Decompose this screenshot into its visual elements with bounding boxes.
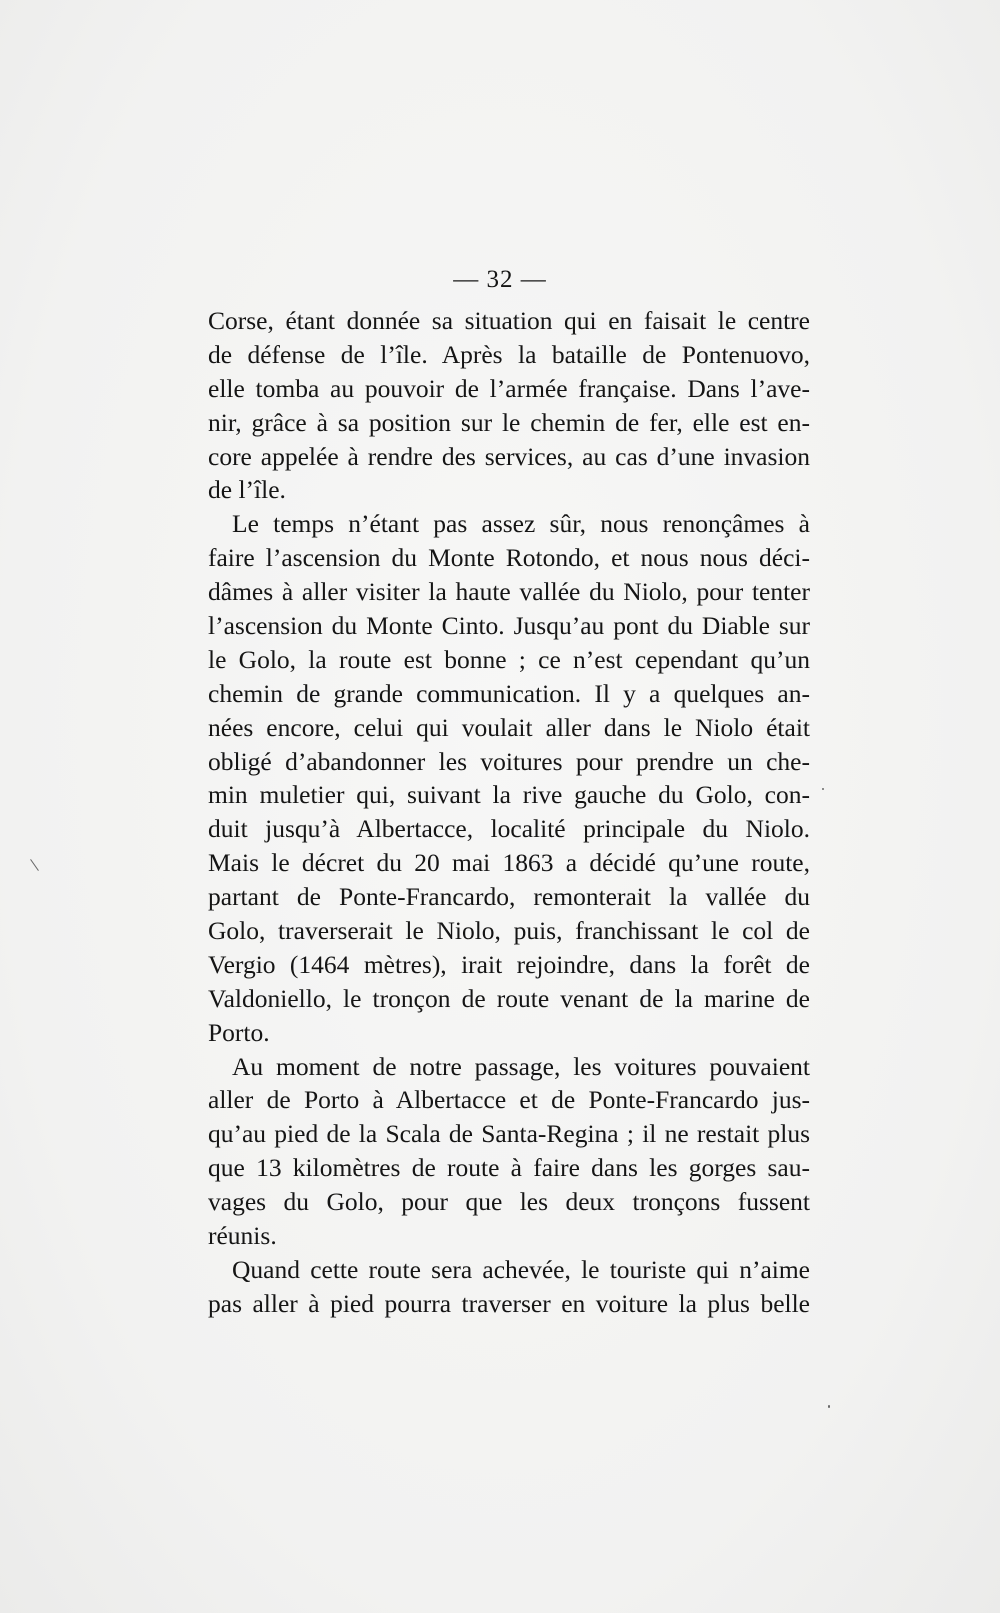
text-line: Vergio (1464 mètres), irait rejoindre, dans la forêt de — [208, 949, 810, 979]
text-line: Porto. — [208, 1017, 270, 1047]
page-number: — 32 — — [453, 266, 547, 293]
text-line: vages du Golo, pour que les deux tronçons fussent — [208, 1187, 810, 1217]
text-line: core appelée à rendre des services, au cas d’une invasion — [208, 441, 810, 471]
paper-speck — [822, 788, 824, 790]
paper-speck — [828, 1405, 830, 1408]
text-line: Au moment de notre passage, les voitures pouvaient — [232, 1051, 810, 1081]
paper-speck — [30, 859, 39, 871]
text-line: nées encore, celui qui voulait aller dans le Niolo était — [208, 712, 810, 742]
text-line: l’ascension du Monte Cinto. Jusqu’au pont du Diable sur — [208, 611, 810, 641]
text-line: réunis. — [208, 1221, 277, 1251]
text-line: Mais le décret du 20 mai 1863 a décidé qu’une route, — [208, 848, 810, 878]
text-line: aller de Porto à Albertacce et de Ponte-Francardo jus- — [208, 1085, 810, 1115]
text-line: duit jusqu’à Albertacce, localité principale du Niolo. — [208, 814, 810, 844]
text-line: le Golo, la route est bonne ; ce n’est cependant qu’un — [208, 644, 810, 674]
text-line: Quand cette route sera achevée, le touriste qui n’aime — [232, 1254, 810, 1284]
text-line: de l’île. — [208, 475, 286, 505]
text-line: faire l’ascension du Monte Rotondo, et nous nous déci- — [208, 543, 810, 573]
text-line: min muletier qui, suivant la rive gauche du Golo, con- — [208, 780, 810, 810]
text-line: Le temps n’étant pas assez sûr, nous renonçâmes à — [232, 509, 810, 539]
text-line: que 13 kilomètres de route à faire dans les gorges sau- — [208, 1153, 810, 1183]
text-line: obligé d’abandonner les voitures pour prendre un che- — [208, 746, 810, 776]
text-line: partant de Ponte-Francardo, remonterait la vallée du — [208, 882, 810, 912]
text-line: chemin de grande communication. Il y a quelques an- — [208, 678, 810, 708]
text-line: de défense de l’île. Après la bataille de Pontenuovo, — [208, 339, 810, 369]
text-line: Corse, étant donnée sa situation qui en faisait le centre — [208, 306, 810, 335]
text-line: dâmes à aller visiter la haute vallée du Niolo, pour tenter — [208, 577, 810, 607]
text-line: qu’au pied de la Scala de Santa-Regina ; il ne restait plus — [208, 1119, 810, 1149]
text-line: nir, grâce à sa position sur le chemin de fer, elle est en- — [208, 407, 810, 437]
text-line: elle tomba au pouvoir de l’armée française. Dans l’ave- — [208, 373, 810, 403]
body-text — [208, 304, 810, 1321]
text-line: Golo, traverserait le Niolo, puis, franchissant le col de — [208, 916, 810, 946]
text-line: pas aller à pied pourra traverser en voiture la plus belle — [208, 1288, 810, 1318]
text-line: Valdoniello, le tronçon de route venant de la marine de — [208, 983, 810, 1013]
